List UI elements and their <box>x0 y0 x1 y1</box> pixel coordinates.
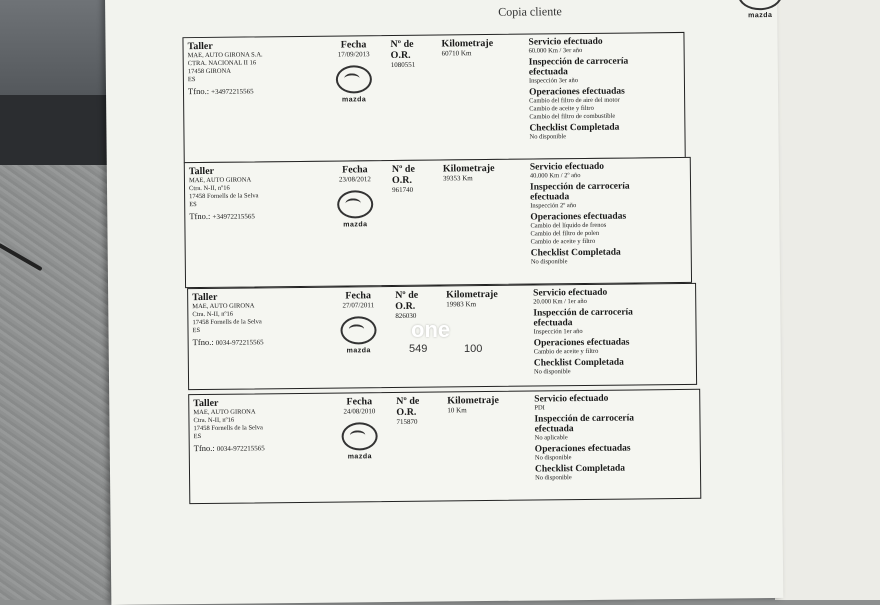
km-label: Kilometraje <box>442 162 495 175</box>
taller-block <box>192 291 333 348</box>
taller-line: MAE, AUTO GIRONA <box>188 176 252 185</box>
fecha-value: 27/07/2011 <box>342 301 375 310</box>
checklist-value: No disponible <box>533 368 571 376</box>
km-block <box>443 163 523 184</box>
km-block <box>446 289 526 310</box>
operations-label: Operaciones efectuadas <box>528 86 625 98</box>
or-value: 1080551 <box>390 60 416 70</box>
inspection-label-cont: efectuada <box>533 318 573 329</box>
km-value: 10 Km <box>447 406 467 415</box>
checklist-label: Checklist Completada <box>530 247 621 259</box>
km-value: 39353 Km <box>442 174 473 183</box>
overlay-number-b: 100 <box>464 343 483 355</box>
taller-block <box>189 165 330 222</box>
service-entry <box>182 32 685 163</box>
or-block <box>396 395 446 427</box>
taller-line: 17458 Fornells de la Selva <box>189 192 259 201</box>
service-label: Servicio efectuado <box>529 161 605 173</box>
overlay-number-a: 549 <box>409 343 428 355</box>
taller-block <box>187 40 328 97</box>
taller-line: ES <box>189 201 197 209</box>
operations-label: Operaciones efectuadas <box>534 443 631 455</box>
inspection-value: Inspección 2º año <box>530 202 577 210</box>
inspection-label: Inspección de carrocería <box>534 413 635 425</box>
phone-line: Tfno.: +34972215565 <box>189 210 255 222</box>
service-block <box>528 34 684 142</box>
service-entry <box>184 157 692 288</box>
paper-edge <box>775 0 880 600</box>
service-value: 60.000 Km / 3er año <box>528 47 583 55</box>
inspection-value: No aplicable <box>534 434 568 442</box>
background-shadow <box>0 95 110 165</box>
taller-line: 17458 Fornells de la Selva <box>192 318 262 327</box>
fecha-value: 23/08/2012 <box>338 175 371 184</box>
date-block <box>328 39 379 105</box>
km-label: Kilometraje <box>441 37 494 50</box>
taller-block <box>193 397 334 454</box>
date-block <box>330 164 381 230</box>
taller-label: Taller <box>192 291 218 304</box>
taller-line: MAE, AUTO GIRONA S.A. <box>187 51 263 60</box>
service-block <box>534 391 690 483</box>
taller-line: Ctra. N-II, nº16 <box>188 184 230 193</box>
inspection-label: Inspección de carrocería <box>528 56 629 68</box>
operation-item: No disponible <box>534 454 572 462</box>
or-value: 826030 <box>395 311 417 320</box>
inspection-value: Inspección 1er año <box>533 328 583 336</box>
taller-line: Ctra. N-II, nº16 <box>192 310 234 319</box>
inspection-label: Inspección de carrocería <box>529 181 630 193</box>
nor-label: Nº de <box>396 395 420 407</box>
phone-line: Tfno.: 0034-972215565 <box>192 336 264 348</box>
date-block <box>333 290 384 356</box>
checklist-value: No disponible <box>535 474 572 482</box>
service-value: 20.000 Km / 1er año <box>533 297 587 306</box>
taller-line: 17458 Fornells de la Selva <box>193 424 263 433</box>
service-value: PDI <box>534 404 545 412</box>
taller-label: Taller <box>188 165 215 178</box>
km-block <box>447 395 527 416</box>
service-label: Servicio efectuado <box>534 393 609 405</box>
inspection-label-cont: efectuada <box>534 424 574 435</box>
service-entry <box>188 389 701 504</box>
km-value: 19983 Km <box>446 300 477 309</box>
mazda-logo-icon: mazda <box>340 316 376 355</box>
copy-label: Copia cliente <box>498 4 562 19</box>
km-value: 60710 Km <box>441 49 472 58</box>
fecha-value: 17/09/2013 <box>337 50 370 59</box>
service-block <box>530 159 686 267</box>
or-value: 961740 <box>392 185 414 195</box>
checklist-label: Checklist Completada <box>529 122 620 134</box>
checklist-value: No disponible <box>530 258 568 266</box>
nor-label: Nº de <box>395 289 419 301</box>
inspection-label: Inspección de carrocería <box>533 307 633 319</box>
mazda-logo-icon: mazda <box>341 422 377 461</box>
operation-item: Cambio de aceite y filtro <box>533 347 599 356</box>
or-block <box>390 38 440 70</box>
maintenance-record-sheet <box>105 0 783 605</box>
or-label: O.R. <box>395 300 416 312</box>
checklist-label: Checklist Completada <box>533 357 624 369</box>
watermark-logo: one <box>411 317 451 342</box>
fecha-label: Fecha <box>340 39 367 51</box>
or-label: O.R. <box>390 49 411 62</box>
taller-line: Ctra. N-II, nº16 <box>193 416 235 425</box>
phone-line: Tfno.: 0034-972215565 <box>193 442 265 454</box>
km-label: Kilometraje <box>447 394 499 407</box>
checklist-label: Checklist Completada <box>534 463 626 475</box>
inspection-label-cont: efectuada <box>528 67 568 78</box>
operation-item: Cambio del líquido de frenos <box>530 221 607 230</box>
fecha-value: 24/08/2010 <box>343 407 376 416</box>
taller-label: Taller <box>187 40 213 53</box>
background-wall <box>0 0 110 95</box>
taller-line: ES <box>192 327 201 335</box>
operation-item: Cambio de aceite y filtro <box>530 237 596 246</box>
service-label: Servicio efectuado <box>533 287 608 299</box>
phone-line: Tfno.: +34972215565 <box>187 85 254 97</box>
nor-label: Nº de <box>390 38 414 51</box>
km-label: Kilometraje <box>446 288 498 301</box>
operations-label: Operaciones efectuadas <box>533 337 630 349</box>
service-block <box>533 285 689 377</box>
inspection-label-cont: efectuada <box>530 192 570 203</box>
fecha-label: Fecha <box>342 164 368 176</box>
nor-label: Nº de <box>391 163 415 176</box>
inspection-value: Inspección 3er año <box>528 77 579 85</box>
background-floor <box>0 165 110 600</box>
taller-label: Taller <box>193 397 219 410</box>
operation-item: Cambio del filtro de combustible <box>529 112 616 121</box>
taller-line: MAE, AUTO GIRONA <box>193 408 256 417</box>
operation-item: Cambio de aceite y filtro <box>529 104 594 113</box>
operation-item: Cambio del filtro de aire del motor <box>529 96 620 105</box>
service-value: 40.000 Km / 2º año <box>529 172 581 180</box>
mazda-logo-icon: mazda <box>336 65 372 104</box>
or-label: O.R. <box>391 174 413 187</box>
fecha-label: Fecha <box>345 290 371 302</box>
taller-line: ES <box>187 76 196 84</box>
operations-label: Operaciones efectuadas <box>530 211 627 223</box>
or-value: 715870 <box>396 417 418 426</box>
date-block <box>334 396 385 462</box>
taller-line: 17458 GIRONA <box>187 67 231 76</box>
service-label: Servicio efectuado <box>528 36 603 48</box>
km-block <box>441 38 521 59</box>
or-block <box>392 163 442 195</box>
fecha-label: Fecha <box>346 396 373 408</box>
taller-line: CTRA. NACIONAL II 16 <box>187 59 257 68</box>
mazda-logo-icon: mazda <box>337 190 373 229</box>
taller-line: ES <box>193 433 202 441</box>
taller-line: MAE, AUTO GIRONA <box>192 302 255 311</box>
operation-item: Cambio del filtro de polen <box>530 229 600 238</box>
checklist-value: No disponible <box>529 133 567 141</box>
or-label: O.R. <box>396 406 417 418</box>
mazda-logo-icon: mazda <box>738 0 782 19</box>
